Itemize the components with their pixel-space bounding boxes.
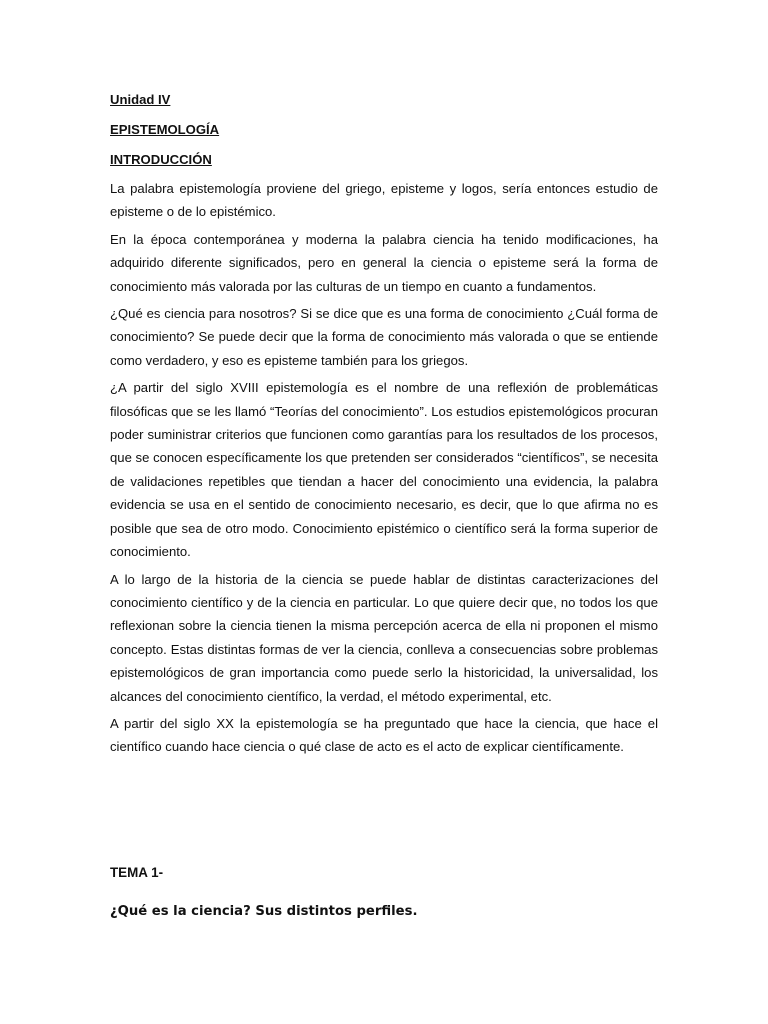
paragraph-4: ¿A partir del siglo XVIII epistemología es el nombre de una reflexión de problemáticas filosóficas que se les llamó “Teorías del conocimiento”. Los estudios epistemológicos procuran poder suministrar criterios que funcionen como garantías para los resultados de los procesos, que se conocen específicamente los que pretenden ser considerados “científicos”, se necesita de validaciones repetibles que tiendan a hacer del conocimiento una evidencia, la palabra evidencia se usa en el sentido de conocimiento necesario, es decir, que lo que afirma no es posible que sea de otro modo. Conocimiento epistémico o científico será la forma superior de conocimiento. [110,380,658,560]
document-page [110,91,658,919]
unit-heading: Unidad IV [110,92,171,107]
paragraph-2: En la época contemporánea y moderna la palabra ciencia ha tenido modificaciones, ha adquirido diferente significados, pero en general la ciencia o episteme será la forma de conocimiento más valorada por las culturas de un tiempo en cuanto a fundamentos. [110,231,658,294]
tema-subtitle: ¿Qué es la ciencia? Sus distintos perfiles. [110,904,418,919]
paragraph-5: A lo largo de la historia de la ciencia se puede hablar de distintas caracterizaciones del conocimiento científico y de la ciencia en particular. Lo que quiere decir que, no todos los que reflexionan sobre la ciencia tienen la misma percepción acerca de ella ni proponen el mismo concepto. Estas distintas formas de ver la ciencia, conlleva a consecuencias sobre problemas epistemológicos de gran importancia como puede serlo la historicidad, la universalidad, los alcances del conocimiento científico, la verdad, el método experimental, etc. [110,571,658,704]
paragraph-1: La palabra epistemología proviene del griego, episteme y logos, sería entonces estudio de episteme o de lo epistémico. [110,181,658,220]
section-heading: EPISTEMOLOGÍA [110,122,220,137]
intro-heading: INTRODUCCIÓN [110,152,212,167]
tema-title: TEMA 1- [110,865,164,880]
paragraph-6: A partir del siglo XX la epistemología se ha preguntado que hace la ciencia, que hace el científico cuando hace ciencia o qué clase de acto es el acto de explicar científicamente. [110,715,658,755]
paragraph-3: ¿Qué es ciencia para nosotros? Si se dice que es una forma de conocimiento ¿Cuál forma de conocimiento? Se puede decir que la forma de conocimiento más valorada o que se entiende como verdadero, y eso es episteme también para los griegos. [110,306,658,368]
